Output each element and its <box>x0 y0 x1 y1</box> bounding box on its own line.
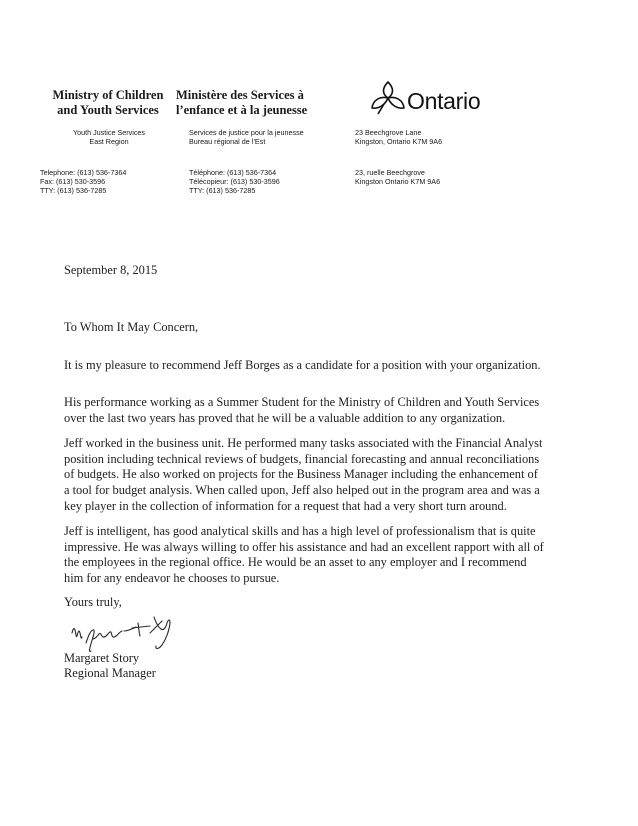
address-french-line-1: 23, ruelle Beechgrove <box>355 168 425 177</box>
paragraph-2 <box>64 395 584 426</box>
paragraph-1 <box>64 358 584 374</box>
paragraph-2-line: over the last two years has proved that he will be a valuable addition to any organization. <box>64 410 506 425</box>
paragraph-3-line: Jeff worked in the business unit. He performed many tasks associated with the Financial Analyst <box>64 436 543 450</box>
telephone-english: Telephone: (613) 536-7364 <box>40 168 127 177</box>
fax-english: Fax: (613) 530-3596 <box>40 177 106 186</box>
paragraph-3-line: of budgets. He also worked on projects for the Business Manager including the enhancement of <box>64 467 538 482</box>
signatory-title: Regional Manager <box>64 666 156 680</box>
paragraph-4-line: the employees in the regional office. He would be an asset to any employer and I recommend <box>64 555 527 570</box>
letter-date: September 8, 2015 <box>64 263 158 277</box>
ontario-logo <box>368 78 498 120</box>
ministry-title-english-line-1: Ministry of Children <box>52 88 164 102</box>
contact-french <box>189 168 339 195</box>
unit-english-line-1: Youth Justice Services <box>72 128 146 137</box>
paragraph-1-line: It is my pleasure to recommend Jeff Borges as a candidate for a position with your organization. <box>64 358 541 372</box>
signatory-name: Margaret Story <box>64 651 140 665</box>
ministry-title-english <box>40 88 176 118</box>
unit-french-line-1: Services de justice pour la jeunesse <box>189 128 304 137</box>
paragraph-4-line: Jeff is intelligent, has good analytical skills and has a high level of professionalism that is quite <box>64 524 536 538</box>
ministry-title-french-line-2: l’enfance et à la jeunesse <box>176 103 308 117</box>
telephone-french: Téléphone: (613) 536-7364 <box>189 168 277 177</box>
paragraph-4 <box>64 524 584 587</box>
address-french <box>355 168 515 186</box>
tty-english: TTY: (613) 536-7285 <box>40 186 107 195</box>
paragraph-4-line: him for any endeavor he chooses to pursue. <box>64 571 280 586</box>
unit-english <box>54 128 164 146</box>
ministry-title-french-line-1: Ministère des Services à <box>176 88 304 102</box>
paragraph-2-line: His performance working as a Summer Student for the Ministry of Children and Youth Services <box>64 395 540 409</box>
unit-english-line-2: East Region <box>89 137 129 146</box>
logo-wordmark: Ontario <box>407 88 481 114</box>
paragraph-3 <box>64 436 584 515</box>
tty-french: TTY: (613) 536-7285 <box>189 186 256 195</box>
ministry-title-french <box>176 88 338 118</box>
trillium-icon <box>368 78 408 120</box>
closing: Yours truly, <box>64 595 122 609</box>
salutation: To Whom It May Concern, <box>64 320 199 334</box>
paragraph-3-line: key player in the collection of information for a request that had a very short turn around. <box>64 498 507 513</box>
ministry-title-english-line-2: and Youth Services <box>57 103 159 117</box>
unit-french-line-2: Bureau régional de l’Est <box>189 137 266 146</box>
fax-french: Télécopieur: (613) 530-3596 <box>189 177 280 186</box>
paragraph-4-line: impressive. He was always willing to offer his assistance and had an excellent rapport with all of <box>64 539 544 554</box>
address-english-line-2: Kingston, Ontario K7M 9A6 <box>355 137 443 146</box>
unit-french <box>189 128 339 146</box>
paragraph-3-line: position including technical reviews of budgets, financial forecasting and annual reconciliations <box>64 451 540 466</box>
contact-english <box>40 168 180 195</box>
paragraph-3-line: a tool for budget analysis. When called upon, Jeff also helped out in the program area and was a <box>64 483 540 498</box>
address-english-line-1: 23 Beechgrove Lane <box>355 128 422 137</box>
address-french-line-2: Kingston Ontario K7M 9A6 <box>355 177 441 186</box>
address-english <box>355 128 515 146</box>
